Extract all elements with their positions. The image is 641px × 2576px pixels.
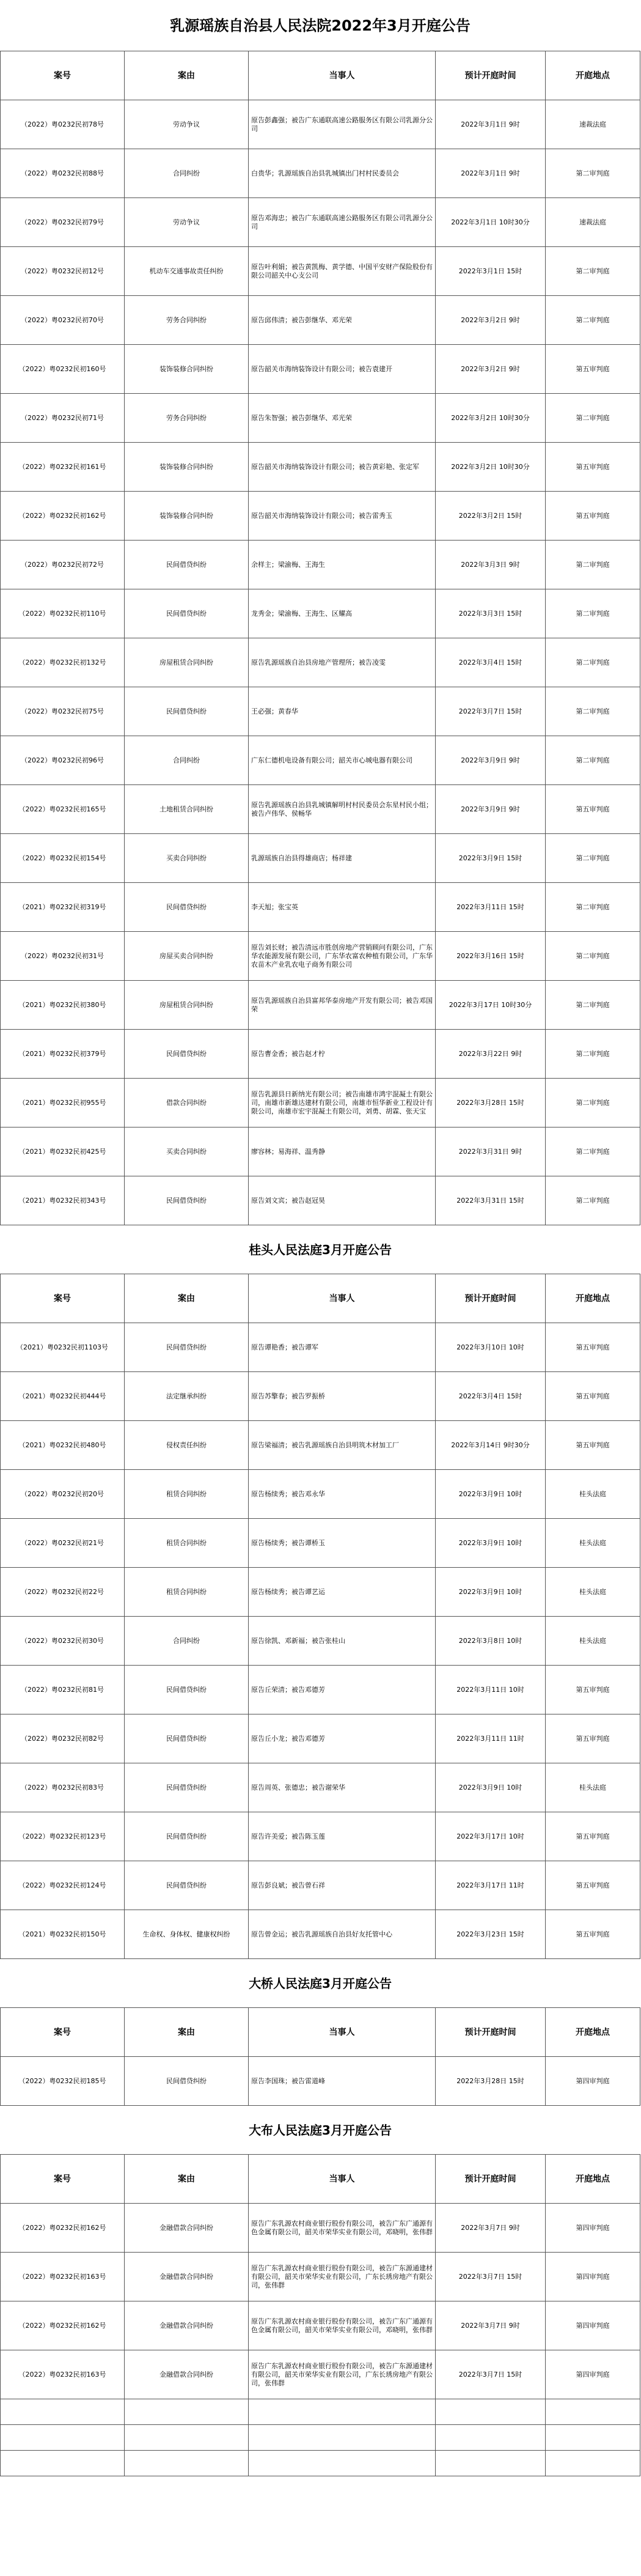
table-row xyxy=(1,247,640,296)
cell-case-number: （2022）粤0232民初20号 xyxy=(1,1470,125,1519)
cell-hearing-location: 桂头法庭 xyxy=(546,1763,640,1812)
cell-hearing-time: 2022年3月2日 9时 xyxy=(436,296,546,345)
cell-hearing-time: 2022年3月7日 15时 xyxy=(436,687,546,736)
empty-cell xyxy=(1,2399,125,2425)
cell-case-cause: 金融借款合同纠纷 xyxy=(125,2204,249,2253)
cell-hearing-location: 第二审判庭 xyxy=(546,296,640,345)
cell-hearing-time: 2022年3月7日 9时 xyxy=(436,2301,546,2350)
empty-row xyxy=(1,2425,640,2451)
header-parties: 当事人 xyxy=(249,2008,436,2057)
cell-parties: 原告广东乳源农村商业银行股份有限公司，被告广东源通建材有限公司，韶关市荣华实业有限公司，广东长琇房地产有限公司，张伟群 xyxy=(249,2350,436,2399)
cell-hearing-time: 2022年3月2日 15时 xyxy=(436,492,546,541)
cell-parties: 原告邱伟清；被告彭继华、邓光荣 xyxy=(249,296,436,345)
cell-hearing-time: 2022年3月9日 10时 xyxy=(436,1763,546,1812)
cell-case-number: （2021）粤0232民初444号 xyxy=(1,1372,125,1421)
cell-case-cause: 侵权责任纠纷 xyxy=(125,1421,249,1470)
empty-cell xyxy=(1,2451,125,2476)
cell-parties: 原告徐凯、邓新福；被告张桂山 xyxy=(249,1617,436,1666)
announcement-table-body xyxy=(1,0,640,2476)
table-row xyxy=(1,2350,640,2399)
cell-parties: 余样主；梁渝梅、王海生 xyxy=(249,541,436,589)
cell-case-number: （2022）粤0232民初71号 xyxy=(1,394,125,443)
cell-hearing-location: 桂头法庭 xyxy=(546,1519,640,1568)
empty-cell xyxy=(1,2425,125,2451)
table-row xyxy=(1,834,640,883)
cell-case-cause: 民间借贷纠纷 xyxy=(125,541,249,589)
cell-case-number: （2022）粤0232民初22号 xyxy=(1,1568,125,1617)
table-row xyxy=(1,394,640,443)
cell-case-cause: 装饰装修合同纠纷 xyxy=(125,492,249,541)
cell-hearing-time: 2022年3月17日 10时 xyxy=(436,1812,546,1861)
table-header-row xyxy=(1,2155,640,2204)
cell-case-number: （2022）粤0232民初160号 xyxy=(1,345,125,394)
cell-hearing-location: 第二审判庭 xyxy=(546,736,640,785)
cell-case-number: （2022）粤0232民初30号 xyxy=(1,1617,125,1666)
table-row xyxy=(1,687,640,736)
table-row xyxy=(1,785,640,834)
table-header-row xyxy=(1,1274,640,1323)
cell-case-cause: 金融借款合同纠纷 xyxy=(125,2301,249,2350)
table-row xyxy=(1,345,640,394)
table-row xyxy=(1,1519,640,1568)
cell-case-number: （2022）粤0232民初162号 xyxy=(1,2204,125,2253)
cell-case-cause: 民间借贷纠纷 xyxy=(125,1861,249,1910)
cell-hearing-time: 2022年3月9日 15时 xyxy=(436,834,546,883)
section-title: 桂头人民法庭3月开庭公告 xyxy=(1,1225,640,1274)
cell-case-number: （2022）粤0232民初123号 xyxy=(1,1812,125,1861)
table-row xyxy=(1,296,640,345)
cell-hearing-time: 2022年3月17日 11时 xyxy=(436,1861,546,1910)
cell-hearing-time: 2022年3月28日 15时 xyxy=(436,1079,546,1127)
table-row xyxy=(1,1617,640,1666)
cell-case-cause: 民间借贷纠纷 xyxy=(125,1714,249,1763)
cell-hearing-time: 2022年3月1日 15时 xyxy=(436,247,546,296)
cell-hearing-location: 第二审判庭 xyxy=(546,883,640,932)
cell-hearing-location: 第二审判庭 xyxy=(546,149,640,198)
cell-parties: 原告谭艳香；被告谭军 xyxy=(249,1323,436,1372)
cell-hearing-location: 第五审判庭 xyxy=(546,443,640,492)
table-row xyxy=(1,1176,640,1225)
cell-hearing-time: 2022年3月2日 10时30分 xyxy=(436,394,546,443)
empty-cell xyxy=(546,2399,640,2425)
cell-case-cause: 民间借贷纠纷 xyxy=(125,1763,249,1812)
cell-case-number: （2022）粤0232民初81号 xyxy=(1,1666,125,1714)
cell-case-cause: 合同纠纷 xyxy=(125,1617,249,1666)
cell-hearing-time: 2022年3月4日 15时 xyxy=(436,1372,546,1421)
cell-parties: 白贵华；乳源瑶族自治县乳城镇出门村村民委员会 xyxy=(249,149,436,198)
cell-case-number: （2022）粤0232民初132号 xyxy=(1,638,125,687)
cell-case-cause: 民间借贷纠纷 xyxy=(125,2057,249,2106)
cell-hearing-time: 2022年3月22日 9时 xyxy=(436,1030,546,1079)
header-hearing-location: 开庭地点 xyxy=(546,1274,640,1323)
cell-case-cause: 民间借贷纠纷 xyxy=(125,1030,249,1079)
cell-hearing-location: 第二审判庭 xyxy=(546,687,640,736)
cell-case-number: （2021）粤0232民初150号 xyxy=(1,1910,125,1959)
table-row xyxy=(1,1079,640,1127)
empty-cell xyxy=(546,2451,640,2476)
cell-hearing-location: 第四审判庭 xyxy=(546,2253,640,2301)
empty-cell xyxy=(249,2399,436,2425)
cell-parties: 原告丘小龙；被告邓德芳 xyxy=(249,1714,436,1763)
cell-hearing-location: 第二审判庭 xyxy=(546,1079,640,1127)
empty-cell xyxy=(436,2425,546,2451)
cell-case-cause: 生命权、身体权、健康权纠纷 xyxy=(125,1910,249,1959)
cell-hearing-time: 2022年3月28日 15时 xyxy=(436,2057,546,2106)
cell-hearing-time: 2022年3月23日 15时 xyxy=(436,1910,546,1959)
header-hearing-time: 预计开庭时间 xyxy=(436,1274,546,1323)
page-title: 乳源瑶族自治县人民法院2022年3月开庭公告 xyxy=(1,0,640,51)
cell-parties: 原告彭鑫强；被告广东通联高速公路服务区有限公司乳源分公司 xyxy=(249,100,436,149)
cell-parties: 原告彭良斌；被告曾石祥 xyxy=(249,1861,436,1910)
table-row xyxy=(1,1910,640,1959)
table-row xyxy=(1,2301,640,2350)
table-header-row xyxy=(1,2008,640,2057)
cell-hearing-time: 2022年3月16日 15时 xyxy=(436,932,546,981)
cell-parties: 原告刘长财；被告清远市胜创房地产营销顾问有限公司，广东华农能源发展有限公司，广东华农富农种植有限公司，广东华农苗木产业乳农电子商务有限公司 xyxy=(249,932,436,981)
cell-case-cause: 劳动争议 xyxy=(125,198,249,247)
cell-hearing-location: 第五审判庭 xyxy=(546,1910,640,1959)
cell-parties: 原告周英、张德忠；被告谢荣华 xyxy=(249,1763,436,1812)
table-row xyxy=(1,198,640,247)
cell-case-number: （2021）粤0232民初319号 xyxy=(1,883,125,932)
empty-cell xyxy=(249,2451,436,2476)
cell-case-cause: 民间借贷纠纷 xyxy=(125,1666,249,1714)
empty-cell xyxy=(436,2399,546,2425)
cell-case-number: （2022）粤0232民初96号 xyxy=(1,736,125,785)
cell-case-number: （2022）粤0232民初162号 xyxy=(1,2301,125,2350)
cell-case-number: （2022）粤0232民初161号 xyxy=(1,443,125,492)
cell-case-number: （2022）粤0232民初31号 xyxy=(1,932,125,981)
cell-hearing-time: 2022年3月31日 9时 xyxy=(436,1127,546,1176)
table-row xyxy=(1,883,640,932)
cell-case-number: （2022）粤0232民初88号 xyxy=(1,149,125,198)
cell-hearing-location: 第二审判庭 xyxy=(546,981,640,1030)
empty-cell xyxy=(125,2425,249,2451)
cell-hearing-time: 2022年3月11日 15时 xyxy=(436,883,546,932)
cell-parties: 原告韶关市海纳装饰设计有限公司；被告黄彩艳、张定军 xyxy=(249,443,436,492)
cell-case-number: （2021）粤0232民初343号 xyxy=(1,1176,125,1225)
table-row xyxy=(1,1666,640,1714)
cell-hearing-location: 第五审判庭 xyxy=(546,1714,640,1763)
table-row xyxy=(1,1372,640,1421)
cell-hearing-time: 2022年3月11日 10时 xyxy=(436,1666,546,1714)
cell-case-cause: 房屋租赁合同纠纷 xyxy=(125,981,249,1030)
cell-case-number: （2021）粤0232民初379号 xyxy=(1,1030,125,1079)
cell-parties: 原告韶关市海纳装饰设计有限公司；被告袁建开 xyxy=(249,345,436,394)
cell-case-cause: 金融借款合同纠纷 xyxy=(125,2350,249,2399)
cell-hearing-location: 第五审判庭 xyxy=(546,1323,640,1372)
section-title: 大桥人民法庭3月开庭公告 xyxy=(1,1959,640,2008)
cell-hearing-time: 2022年3月7日 15时 xyxy=(436,2253,546,2301)
cell-case-cause: 合同纠纷 xyxy=(125,736,249,785)
cell-case-cause: 劳动争议 xyxy=(125,100,249,149)
table-row xyxy=(1,1861,640,1910)
cell-parties: 原告杨续秀；被告邓永华 xyxy=(249,1470,436,1519)
cell-parties: 原告乳源县日新纳光有限公司；被告南雄市鸿宇混凝土有限公司，南雄市新雄达建材有限公司，南雄市恒华新业工程设计有限公司，南雄市宏宇混凝土有限公司，刘勇、胡霖、张天宝 xyxy=(249,1079,436,1127)
cell-hearing-location: 桂头法庭 xyxy=(546,1568,640,1617)
cell-hearing-location: 第五审判庭 xyxy=(546,492,640,541)
empty-cell xyxy=(125,2399,249,2425)
table-row xyxy=(1,1470,640,1519)
cell-hearing-time: 2022年3月31日 15时 xyxy=(436,1176,546,1225)
cell-case-cause: 装饰装修合同纠纷 xyxy=(125,443,249,492)
cell-hearing-location: 速裁法庭 xyxy=(546,100,640,149)
cell-parties: 原告乳源瑶族自治县富邦华泰房地产开发有限公司；被告邓国荣 xyxy=(249,981,436,1030)
cell-hearing-location: 第五审判庭 xyxy=(546,1812,640,1861)
cell-hearing-location: 第四审判庭 xyxy=(546,2301,640,2350)
cell-case-number: （2022）粤0232民初75号 xyxy=(1,687,125,736)
table-row xyxy=(1,1568,640,1617)
table-row xyxy=(1,100,640,149)
table-row xyxy=(1,589,640,638)
cell-case-number: （2022）粤0232民初79号 xyxy=(1,198,125,247)
cell-parties: 原告梁福清；被告乳源瑶族自治县明筑木材加工厂 xyxy=(249,1421,436,1470)
header-hearing-location: 开庭地点 xyxy=(546,51,640,100)
cell-parties: 原告曾金运；被告乳源瑶族自治县好友托管中心 xyxy=(249,1910,436,1959)
cell-case-number: （2022）粤0232民初185号 xyxy=(1,2057,125,2106)
cell-case-number: （2022）粤0232民初21号 xyxy=(1,1519,125,1568)
cell-case-cause: 民间借贷纠纷 xyxy=(125,883,249,932)
cell-hearing-time: 2022年3月9日 10时 xyxy=(436,1470,546,1519)
table-row xyxy=(1,1763,640,1812)
cell-parties: 原告叶利娟；被告黄凯梅、黄学德、中国平安财产保险股份有限公司韶关中心支公司 xyxy=(249,247,436,296)
cell-hearing-location: 第二审判庭 xyxy=(546,638,640,687)
cell-case-cause: 土地租赁合同纠纷 xyxy=(125,785,249,834)
table-row xyxy=(1,1323,640,1372)
cell-case-cause: 买卖合同纠纷 xyxy=(125,834,249,883)
table-row xyxy=(1,736,640,785)
cell-hearing-time: 2022年3月10日 10时 xyxy=(436,1323,546,1372)
cell-parties: 广东仁德机电设备有限公司；韶关市心城电器有限公司 xyxy=(249,736,436,785)
cell-case-cause: 法定继承纠纷 xyxy=(125,1372,249,1421)
header-hearing-time: 预计开庭时间 xyxy=(436,2155,546,2204)
table-row xyxy=(1,2253,640,2301)
cell-case-number: （2022）粤0232民初162号 xyxy=(1,492,125,541)
cell-case-cause: 民间借贷纠纷 xyxy=(125,1812,249,1861)
cell-case-number: （2022）粤0232民初110号 xyxy=(1,589,125,638)
cell-parties: 原告朱智强；被告彭继华、邓光荣 xyxy=(249,394,436,443)
cell-hearing-location: 第五审判庭 xyxy=(546,785,640,834)
table-row xyxy=(1,443,640,492)
header-case-number: 案号 xyxy=(1,2155,125,2204)
header-case-cause: 案由 xyxy=(125,1274,249,1323)
cell-hearing-time: 2022年3月1日 9时 xyxy=(436,149,546,198)
cell-case-cause: 装饰装修合同纠纷 xyxy=(125,345,249,394)
cell-parties: 廖容林；易海祥、温秀静 xyxy=(249,1127,436,1176)
cell-case-number: （2022）粤0232民初82号 xyxy=(1,1714,125,1763)
table-row xyxy=(1,932,640,981)
table-row xyxy=(1,638,640,687)
cell-case-cause: 劳务合同纠纷 xyxy=(125,296,249,345)
cell-case-number: （2022）粤0232民初12号 xyxy=(1,247,125,296)
header-case-number: 案号 xyxy=(1,51,125,100)
header-parties: 当事人 xyxy=(249,51,436,100)
cell-parties: 原告杨续秀；被告谭艺运 xyxy=(249,1568,436,1617)
cell-parties: 原告乳源瑶族自治县房地产管理所；被告凌雯 xyxy=(249,638,436,687)
table-row xyxy=(1,2204,640,2253)
cell-case-cause: 租赁合同纠纷 xyxy=(125,1519,249,1568)
cell-parties: 乳源瑶族自治县得雄商店；杨祥建 xyxy=(249,834,436,883)
header-hearing-time: 预计开庭时间 xyxy=(436,2008,546,2057)
cell-parties: 原告曹金香；被告赵才柠 xyxy=(249,1030,436,1079)
cell-parties: 原告丘荣清；被告邓德芳 xyxy=(249,1666,436,1714)
table-row xyxy=(1,492,640,541)
cell-case-number: （2022）粤0232民初78号 xyxy=(1,100,125,149)
cell-hearing-location: 第四审判庭 xyxy=(546,2057,640,2106)
cell-case-number: （2022）粤0232民初165号 xyxy=(1,785,125,834)
header-case-number: 案号 xyxy=(1,2008,125,2057)
cell-parties: 原告杨续秀；被告谭桥玉 xyxy=(249,1519,436,1568)
cell-parties: 原告广东乳源农村商业银行股份有限公司，被告广东广通源有色金属有限公司，韶关市荣华实业有限公司，邓晓明，张伟群 xyxy=(249,2301,436,2350)
cell-parties: 原告许美爱；被告陈玉莲 xyxy=(249,1812,436,1861)
cell-case-cause: 民间借贷纠纷 xyxy=(125,1323,249,1372)
cell-parties: 龙秀金；梁渝梅、王海生、区耀高 xyxy=(249,589,436,638)
empty-row xyxy=(1,2451,640,2476)
header-case-cause: 案由 xyxy=(125,2155,249,2204)
header-parties: 当事人 xyxy=(249,1274,436,1323)
table-row xyxy=(1,1421,640,1470)
header-case-number: 案号 xyxy=(1,1274,125,1323)
page-title-row xyxy=(1,0,640,51)
cell-hearing-location: 第二审判庭 xyxy=(546,394,640,443)
cell-hearing-time: 2022年3月7日 9时 xyxy=(436,2204,546,2253)
cell-hearing-location: 第五审判庭 xyxy=(546,1861,640,1910)
cell-hearing-time: 2022年3月9日 9时 xyxy=(436,785,546,834)
cell-case-cause: 金融借款合同纠纷 xyxy=(125,2253,249,2301)
section-title-row xyxy=(1,2106,640,2155)
cell-hearing-location: 速裁法庭 xyxy=(546,198,640,247)
cell-hearing-location: 第五审判庭 xyxy=(546,345,640,394)
cell-hearing-time: 2022年3月11日 11时 xyxy=(436,1714,546,1763)
cell-hearing-location: 桂头法庭 xyxy=(546,1470,640,1519)
cell-case-number: （2021）粤0232民初480号 xyxy=(1,1421,125,1470)
cell-case-number: （2022）粤0232民初163号 xyxy=(1,2253,125,2301)
cell-hearing-time: 2022年3月14日 9时30分 xyxy=(436,1421,546,1470)
cell-parties: 原告刘文宾；被告赵冠昊 xyxy=(249,1176,436,1225)
table-row xyxy=(1,2057,640,2106)
cell-parties: 王必强；黄春华 xyxy=(249,687,436,736)
cell-case-number: （2021）粤0232民初955号 xyxy=(1,1079,125,1127)
section-title: 大布人民法庭3月开庭公告 xyxy=(1,2106,640,2155)
cell-hearing-time: 2022年3月1日 9时 xyxy=(436,100,546,149)
cell-case-number: （2022）粤0232民初72号 xyxy=(1,541,125,589)
cell-hearing-location: 第五审判庭 xyxy=(546,1372,640,1421)
cell-hearing-time: 2022年3月17日 10时30分 xyxy=(436,981,546,1030)
cell-case-cause: 民间借贷纠纷 xyxy=(125,589,249,638)
cell-hearing-location: 第五审判庭 xyxy=(546,1666,640,1714)
cell-case-cause: 劳务合同纠纷 xyxy=(125,394,249,443)
cell-case-cause: 民间借贷纠纷 xyxy=(125,687,249,736)
cell-parties: 原告邓海忠；被告广东通联高速公路服务区有限公司乳源分公司 xyxy=(249,198,436,247)
cell-case-cause: 租赁合同纠纷 xyxy=(125,1568,249,1617)
cell-case-cause: 房屋租赁合同纠纷 xyxy=(125,638,249,687)
cell-hearing-location: 第二审判庭 xyxy=(546,834,640,883)
cell-hearing-location: 第二审判庭 xyxy=(546,1030,640,1079)
cell-parties: 原告广东乳源农村商业银行股份有限公司，被告广东源通建材有限公司，韶关市荣华实业有限公司，广东长琇房地产有限公司，张伟群 xyxy=(249,2253,436,2301)
cell-hearing-time: 2022年3月9日 10时 xyxy=(436,1568,546,1617)
empty-cell xyxy=(546,2425,640,2451)
cell-hearing-time: 2022年3月3日 9时 xyxy=(436,541,546,589)
cell-case-number: （2022）粤0232民初154号 xyxy=(1,834,125,883)
cell-case-cause: 机动车交通事故责任纠纷 xyxy=(125,247,249,296)
cell-hearing-location: 第五审判庭 xyxy=(546,1421,640,1470)
cell-hearing-time: 2022年3月2日 10时30分 xyxy=(436,443,546,492)
empty-cell xyxy=(125,2451,249,2476)
header-case-cause: 案由 xyxy=(125,2008,249,2057)
table-row xyxy=(1,1714,640,1763)
cell-hearing-time: 2022年3月8日 10时 xyxy=(436,1617,546,1666)
cell-case-number: （2022）粤0232民初163号 xyxy=(1,2350,125,2399)
cell-hearing-time: 2022年3月2日 9时 xyxy=(436,345,546,394)
section-title-row xyxy=(1,1959,640,2008)
empty-cell xyxy=(249,2425,436,2451)
cell-hearing-location: 桂头法庭 xyxy=(546,1617,640,1666)
cell-hearing-time: 2022年3月9日 10时 xyxy=(436,1519,546,1568)
cell-case-number: （2021）粤0232民初380号 xyxy=(1,981,125,1030)
cell-hearing-location: 第二审判庭 xyxy=(546,1127,640,1176)
cell-hearing-location: 第四审判庭 xyxy=(546,2204,640,2253)
cell-hearing-time: 2022年3月4日 15时 xyxy=(436,638,546,687)
table-row xyxy=(1,1030,640,1079)
header-parties: 当事人 xyxy=(249,2155,436,2204)
table-row xyxy=(1,1127,640,1176)
cell-case-cause: 租赁合同纠纷 xyxy=(125,1470,249,1519)
cell-case-number: （2022）粤0232民初70号 xyxy=(1,296,125,345)
section-title-row xyxy=(1,1225,640,1274)
cell-case-number: （2022）粤0232民初83号 xyxy=(1,1763,125,1812)
empty-cell xyxy=(436,2451,546,2476)
cell-parties: 原告苏擎春；被告罗振桥 xyxy=(249,1372,436,1421)
empty-row xyxy=(1,2399,640,2425)
cell-hearing-location: 第二审判庭 xyxy=(546,247,640,296)
cell-case-cause: 合同纠纷 xyxy=(125,149,249,198)
header-case-cause: 案由 xyxy=(125,51,249,100)
cell-case-number: （2021）粤0232民初1103号 xyxy=(1,1323,125,1372)
cell-parties: 原告韶关市海纳装饰设计有限公司；被告雷秀玉 xyxy=(249,492,436,541)
cell-hearing-location: 第二审判庭 xyxy=(546,932,640,981)
header-hearing-location: 开庭地点 xyxy=(546,2008,640,2057)
cell-case-number: （2022）粤0232民初124号 xyxy=(1,1861,125,1910)
cell-hearing-time: 2022年3月7日 15时 xyxy=(436,2350,546,2399)
table-row xyxy=(1,981,640,1030)
table-header-row xyxy=(1,51,640,100)
cell-parties: 原告广东乳源农村商业银行股份有限公司，被告广东广通源有色金属有限公司，韶关市荣华实业有限公司，邓晓明，张伟群 xyxy=(249,2204,436,2253)
cell-hearing-time: 2022年3月3日 15时 xyxy=(436,589,546,638)
cell-case-cause: 买卖合同纠纷 xyxy=(125,1127,249,1176)
cell-case-cause: 借款合同纠纷 xyxy=(125,1079,249,1127)
cell-hearing-location: 第二审判庭 xyxy=(546,541,640,589)
cell-case-cause: 民间借贷纠纷 xyxy=(125,1176,249,1225)
cell-hearing-location: 第二审判庭 xyxy=(546,589,640,638)
table-row xyxy=(1,1812,640,1861)
cell-case-number: （2021）粤0232民初425号 xyxy=(1,1127,125,1176)
cell-hearing-time: 2022年3月9日 9时 xyxy=(436,736,546,785)
table-row xyxy=(1,149,640,198)
cell-hearing-location: 第四审判庭 xyxy=(546,2350,640,2399)
table-row xyxy=(1,541,640,589)
cell-parties: 原告乳源瑶族自治县乳城镇解明村村民委员会东星村民小组；被告卢伟华、侯畅华 xyxy=(249,785,436,834)
cell-hearing-time: 2022年3月1日 10时30分 xyxy=(436,198,546,247)
cell-parties: 李天旭；张宝英 xyxy=(249,883,436,932)
cell-hearing-location: 第二审判庭 xyxy=(546,1176,640,1225)
header-hearing-time: 预计开庭时间 xyxy=(436,51,546,100)
header-hearing-location: 开庭地点 xyxy=(546,2155,640,2204)
cell-case-cause: 房屋买卖合同纠纷 xyxy=(125,932,249,981)
cell-parties: 原告李国珠；被告雷道峰 xyxy=(249,2057,436,2106)
